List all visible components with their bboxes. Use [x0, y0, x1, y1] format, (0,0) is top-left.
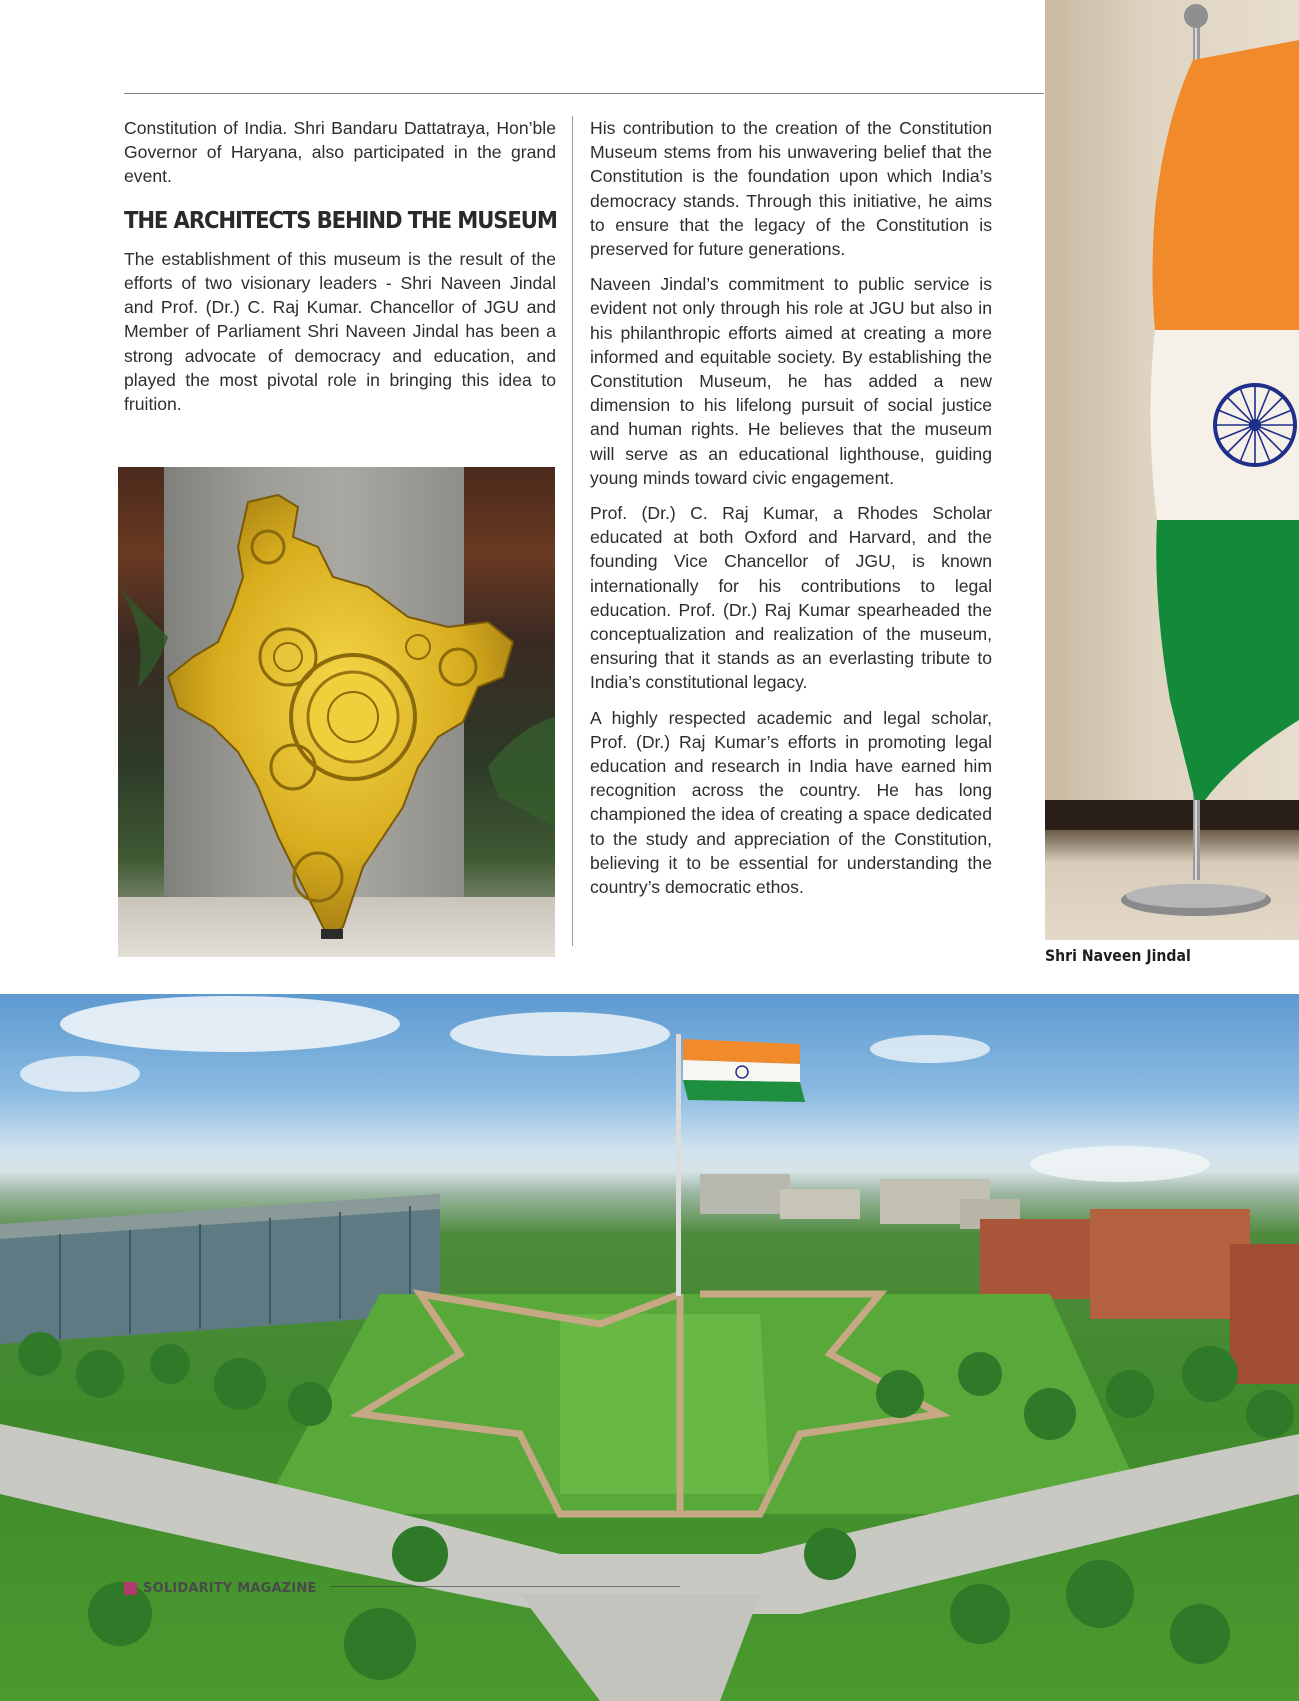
top-rule: [124, 93, 1044, 94]
left-column: [124, 116, 556, 427]
middle-column: [590, 116, 992, 910]
public-service-paragraph: Naveen Jindal’s commitment to public service is evident not only through his role at JGU but also in his philanthropic efforts aimed at creating a more informed and equitable society. By establishing the Constitution Museum, he has added a new dimension to his lifelong pursuit of social justice and human rights. He believes that the museum will serve as an educational lighthouse, guiding young minds toward civic engagement.: [590, 274, 992, 488]
india-map-sculpture-photo: [118, 467, 555, 957]
footer-magazine-label: SOLIDARITY MAGAZINE: [143, 1581, 317, 1596]
flag-photo-caption: Shri Naveen Jindal: [1045, 946, 1191, 965]
raj-kumar-paragraph: Prof. (Dr.) C. Raj Kumar, a Rhodes Scholar educated at both Oxford and Harvard, and the founding Vice Chancellor of JGU, is known internationally for his contributions to legal education. Prof. (Dr.) Raj Kumar spearheaded the conceptualization and realization of the museum, ensuring that it stands as an everlasting tribute to India’s constitutional legacy.: [590, 503, 992, 693]
flag-photo: [1045, 0, 1299, 940]
architects-paragraph: The establishment of this museum is the result of the efforts of two visionary leaders - Shri Naveen Jindal and Prof. (Dr.) C. Raj Kumar. Chancellor of JGU and Member of Parliament Shri Naveen Jindal has been a strong advocate of democracy and education, and played the most pivotal role in bringing this idea to fruition.: [124, 248, 556, 415]
scholar-paragraph: A highly respected academic and legal scholar, Prof. (Dr.) Raj Kumar’s efforts in promoting legal education and research in India have earned him recognition across the country. He has long championed the idea of creating a space dedicated to the study and appreciation of the Constitution, believing it to be essential for understanding the country’s democratic ethos.: [590, 707, 992, 898]
contribution-paragraph: His contribution to the creation of the Constitution Museum stems from his unwavering belief that the Constitution is the foundation upon which India’s democracy stands. Through this initiative, he aims to ensure that the legacy of the Constitution is preserved for future generations.: [590, 118, 992, 260]
footer-rule: [330, 1586, 680, 1587]
column-divider: [572, 116, 573, 946]
page-footer: [124, 1581, 317, 1596]
intro-paragraph: Constitution of India. Shri Bandaru Dattatraya, Hon’ble Governor of Haryana, also participated in the grand event.: [124, 118, 556, 187]
section-heading: THE ARCHITECTS BEHIND THE MUSEUM: [124, 207, 557, 234]
indian-flag: [1045, 0, 1299, 940]
footer-accent-square: [124, 1582, 137, 1595]
india-map-sculpture: [118, 467, 555, 957]
